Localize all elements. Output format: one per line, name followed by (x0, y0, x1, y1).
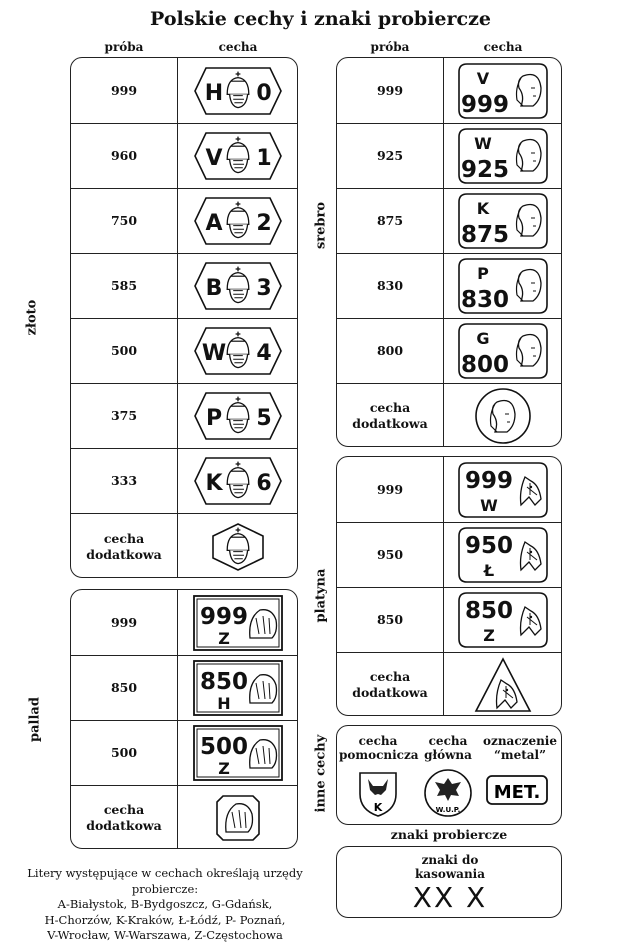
platinum-extra-hallmark (473, 656, 533, 714)
gold-hallmark (192, 390, 284, 442)
palladium-hallmark (192, 659, 284, 717)
label-platyna: platyna (313, 568, 329, 623)
fineness-number: 850 (199, 669, 248, 695)
label-zloto: złoto (24, 299, 40, 336)
silver-hallmark (457, 62, 549, 120)
znaki-probiercze-header: znaki probiercze (390, 827, 508, 842)
proba-value: 999 (337, 58, 444, 123)
office-letter: Z (217, 759, 230, 778)
kasowania-box (336, 846, 562, 918)
wolf-shield-mark (357, 770, 399, 818)
extra-label: cecha dodatkowa (337, 653, 444, 716)
fineness-number: 925 (460, 157, 509, 183)
extra-label: cecha dodatkowa (71, 514, 178, 578)
fineness-digit: 1 (255, 146, 272, 171)
fineness-number: 999 (199, 603, 248, 630)
hallmark-cell (444, 588, 561, 652)
proba-value: 999 (337, 457, 444, 522)
office-letter: W (479, 495, 498, 515)
hallmark-cell (178, 319, 297, 383)
office-letter: A (204, 211, 223, 236)
proba-value: 850 (71, 656, 178, 720)
proba-value: 830 (337, 254, 444, 318)
footer-line-4: V-Wrocław, W-Warszawa, Z-Częstochowa (47, 928, 283, 943)
fineness-digit: 5 (255, 406, 272, 431)
fineness-number: 500 (199, 734, 248, 760)
hallmark-cell (178, 721, 297, 785)
platyna-table (336, 456, 562, 716)
inne-cechy-box (336, 725, 562, 825)
label-inne-cechy: inne cechy (313, 734, 329, 813)
platyna-row-850 (337, 587, 561, 652)
fineness-number: 999 (464, 467, 513, 494)
pomocnicza-label: cecha pomocnicza (339, 734, 419, 763)
platyna-row-950 (337, 522, 561, 587)
eagle-circle-mark (423, 768, 473, 818)
zloto-row-dodatkowa (71, 513, 297, 578)
office-letter: B (205, 276, 222, 301)
header-proba-left: próba (104, 40, 144, 54)
srebro-row-800 (337, 318, 561, 383)
zloto-row-750 (71, 188, 297, 253)
srebro-row-dodatkowa (337, 383, 561, 447)
silver-hallmark (457, 127, 549, 185)
silver-hallmark (457, 322, 549, 380)
palladium-hallmark (192, 594, 284, 652)
palladium-extra-hallmark (215, 794, 261, 842)
fineness-number: 800 (460, 352, 509, 378)
proba-value: 999 (71, 590, 178, 655)
palladium-hallmark (192, 724, 284, 782)
footer-line-1: Litery występujące w cechach określają urzędy probiercze: (27, 866, 303, 896)
platinum-hallmark (457, 591, 549, 649)
zloto-row-500 (71, 318, 297, 383)
header-proba-right: próba (370, 40, 410, 54)
proba-value: 950 (337, 523, 444, 587)
office-letter: G (475, 329, 490, 348)
gold-extra-hallmark (207, 521, 269, 573)
gold-hallmark (192, 260, 284, 312)
fineness-number: 875 (460, 222, 509, 248)
office-letter: W (473, 134, 492, 153)
fineness-digit: 4 (255, 341, 272, 366)
proba-value: 925 (337, 124, 444, 188)
office-letter: V (476, 68, 489, 88)
hallmark-cell (444, 653, 561, 716)
pallad-row-500 (71, 720, 297, 785)
zloto-table (70, 57, 298, 578)
hallmark-cell (178, 656, 297, 720)
hallmark-cell (444, 523, 561, 587)
hallmark-cell (178, 786, 297, 849)
gold-hallmark (192, 130, 284, 182)
platinum-hallmark (457, 526, 549, 584)
proba-value: 960 (71, 124, 178, 188)
platyna-row-dodatkowa (337, 652, 561, 716)
office-letter: H (216, 694, 231, 713)
hallmark-cell (178, 590, 297, 655)
office-letter: W (201, 341, 226, 366)
hallmark-cell (444, 457, 561, 522)
hallmark-cell (444, 58, 561, 123)
hallmark-cell (178, 189, 297, 253)
hallmark-cell (178, 449, 297, 513)
fineness-digit: 3 (255, 276, 272, 301)
fineness-digit: 6 (255, 471, 272, 496)
hallmark-cell (444, 384, 561, 447)
page-title: Polskie cechy i znaki probiercze (150, 8, 491, 30)
office-letter: K (204, 471, 223, 496)
srebro-row-830 (337, 253, 561, 318)
proba-value: 585 (71, 254, 178, 318)
kasowania-marks: XX X (412, 881, 488, 914)
srebro-row-925 (337, 123, 561, 188)
label-srebro: srebro (313, 201, 329, 250)
zloto-row-333 (71, 448, 297, 513)
proba-value: 500 (71, 721, 178, 785)
met-mark (485, 774, 549, 806)
gold-hallmark (192, 325, 284, 377)
pallad-table (70, 589, 298, 849)
office-letter: Z (217, 628, 230, 648)
fineness-number: 999 (460, 91, 509, 118)
gold-hallmark (192, 195, 284, 247)
pallad-row-dodatkowa (71, 785, 297, 849)
kasowania-label: znaki do kasowania (414, 853, 485, 882)
office-letter: P (476, 264, 489, 283)
silver-hallmark (457, 257, 549, 315)
hallmark-cell (444, 189, 561, 253)
hallmark-cell (444, 124, 561, 188)
pallad-row-850 (71, 655, 297, 720)
office-letter: V (204, 146, 223, 171)
office-letter: Ł (483, 561, 494, 580)
pomocnicza-letter: K (373, 801, 383, 814)
pallad-row-999 (71, 590, 297, 655)
gold-hallmark (192, 455, 284, 507)
extra-label: cecha dodatkowa (71, 786, 178, 849)
zloto-row-375 (71, 383, 297, 448)
silver-extra-hallmark (471, 386, 535, 446)
proba-value: 999 (71, 58, 178, 123)
label-pallad: pallad (27, 697, 43, 742)
hallmark-cell (178, 58, 297, 123)
hallmark-cell (444, 254, 561, 318)
fineness-number: 950 (464, 533, 513, 559)
office-letter: P (205, 406, 222, 431)
proba-value: 850 (337, 588, 444, 652)
office-letter: Z (482, 626, 495, 645)
proba-value: 875 (337, 189, 444, 253)
proba-value: 500 (71, 319, 178, 383)
gold-hallmark (192, 65, 284, 117)
proba-value: 750 (71, 189, 178, 253)
header-cecha-right: cecha (483, 40, 523, 54)
office-letter: K (476, 199, 489, 218)
fineness-number: 850 (464, 598, 513, 624)
platinum-hallmark (457, 461, 549, 519)
srebro-row-875 (337, 188, 561, 253)
metal-text: MET. (493, 782, 541, 803)
glowna-text: W.U.P. (435, 806, 461, 814)
hallmark-cell (178, 384, 297, 448)
silver-hallmark (457, 192, 549, 250)
footer-line-2: A-Białystok, B-Bydgoszcz, G-Gdańsk, (57, 897, 273, 912)
glowna-label: cecha główna (424, 734, 472, 763)
hallmark-cell (178, 124, 297, 188)
hallmark-cell (178, 254, 297, 318)
hallmark-cell (444, 319, 561, 383)
proba-value: 333 (71, 449, 178, 513)
platyna-row-999 (337, 457, 561, 522)
proba-value: 375 (71, 384, 178, 448)
office-letter: H (204, 80, 223, 106)
fineness-number: 830 (460, 287, 509, 313)
fineness-digit: 0 (255, 80, 272, 106)
srebro-row-999 (337, 58, 561, 123)
zloto-row-960 (71, 123, 297, 188)
header-cecha-left: cecha (218, 40, 258, 54)
metal-label: oznaczenie “metal” (483, 734, 557, 763)
proba-value: 800 (337, 319, 444, 383)
zloto-row-999 (71, 58, 297, 123)
extra-label: cecha dodatkowa (337, 384, 444, 447)
zloto-row-585 (71, 253, 297, 318)
footer-line-3: H-Chorzów, K-Kraków, Ł-Łódź, P- Poznań, (44, 912, 286, 927)
srebro-table (336, 57, 562, 447)
fineness-digit: 2 (255, 211, 272, 236)
hallmark-cell (178, 514, 297, 578)
